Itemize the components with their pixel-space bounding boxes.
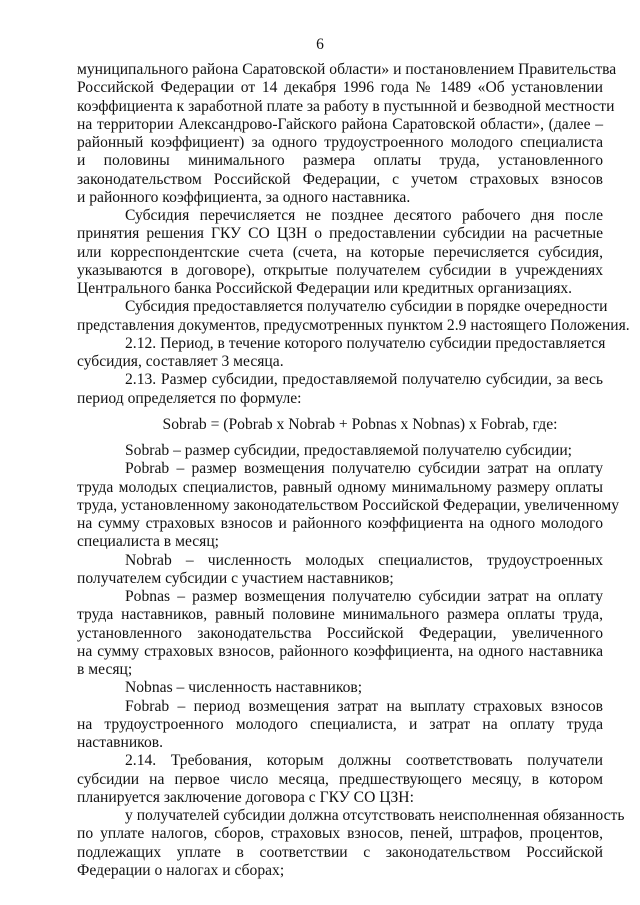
text-line: подлежащих уплате в соответствии с законодательством Российской [77,843,603,861]
text-line: установленного законодательства Российской Федерации, увеличенного [77,624,603,642]
paragraph [77,207,603,298]
text-line: представления документов, предусмотренных пунктом 2.9 настоящего Положения. [77,316,630,334]
paragraph [77,61,617,207]
text-line: субсидии на первое число месяца, предшествующего месяцу, в котором [77,770,603,788]
text-line: труда молодых специалистов, равный одному минимальному размеру оплаты [77,478,603,496]
text-line: период определяется по формуле: [77,389,302,407]
text-line: труда наставников, равный половине минимального размера оплаты труда, [77,606,603,624]
text-line: муниципального района Саратовской области» и постановлением Правительства [77,61,617,78]
paragraph [77,588,603,679]
paragraph [77,371,603,408]
text-line: Субсидия предоставляется получателю субсидии в порядке очередности [125,298,608,316]
text-line: 2.12. Период, в течение которого получателю субсидии предоставляется [125,334,606,352]
text-line: Российской Федерации от 14 декабря 1996 года № 1489 «Об установлении [77,79,603,97]
text-line: Pobrab – размер возмещения получателю субсидии затрат на оплату [125,460,603,478]
text-line: у получателей субсидии должна отсутствовать неисполненная обязанность [125,807,625,824]
paragraph [77,442,603,460]
paragraph [77,698,603,753]
text-line: субсидия, составляет 3 месяца. [77,353,284,370]
text-line: Субсидия перечисляется не позднее десятого рабочего дня после [125,207,603,224]
text-line: указываются в договоре), открытые получателем субсидии в учреждениях [77,261,603,279]
text-line: и половины минимального размера оплаты труда, установленного [77,152,603,170]
text-line: законодательством Российской Федерации, с учетом страховых взносов [77,170,603,188]
paragraph [77,552,603,589]
text-line: Центрального банка Российской Федерации или кредитных организациях. [77,280,573,297]
text-line: Pobnas – размер возмещения получателю субсидии затрат на оплату [125,588,603,605]
paragraph [77,679,603,697]
text-line: в месяц; [77,661,133,678]
text-line: по уплате налогов, сборов, страховых взносов, пеней, штрафов, процентов, [77,825,603,843]
text-line: Sobrab – размер субсидии, предоставляемой получателю субсидии; [125,442,573,459]
paragraph [77,298,630,335]
paragraph [77,334,606,372]
page-number: 6 [316,36,324,53]
text-line: планируется заключение договора с ГКУ СО ЦЗН: [77,788,414,806]
document-body [77,61,630,880]
subsidy-formula: Sobrab = (Pobrab x Nobrab + Pobnas x Nobnas) x Fobrab, где: [162,415,558,433]
text-line: на территории Александрово-Гайского района Саратовской области», (далее – [77,115,603,133]
text-line: Nobrab – численность молодых специалистов, трудоустроенных [125,551,603,569]
text-line: и районного коэффициента, за одного наставника. [77,188,411,206]
text-line: принятия решения ГКУ СО ЦЗН о предоставлении субсидии на расчетные [77,225,603,243]
text-line: Fobrab – период возмещения затрат на выплату страховых взносов [125,697,603,715]
paragraph [77,752,603,807]
text-line: Nobnas – численность наставников; [125,679,363,697]
text-line: специалиста в месяц; [77,533,220,551]
text-line: 2.13. Размер субсидии, предоставляемой получателю субсидии, за весь [125,371,603,389]
text-line: труда, установленному законодательством Российской Федерации, увеличенному [77,496,620,514]
text-line: коэффициента к заработной плате за работу в пустынной и безводной местности [77,97,615,115]
text-line: районный коэффициент) за одного трудоустроенного молодого специалиста [77,134,603,151]
paragraph [77,807,625,880]
text-line: на сумму страховых взносов и районного коэффициента на одного молодого [77,515,603,532]
paragraph [77,460,620,551]
text-line: Федерации о налогах и сборах; [77,861,285,879]
text-line: или корреспондентские счета (счета, на которые перечисляется субсидия, [77,243,603,261]
text-line: на трудоустроенного молодого специалиста, и затрат на оплату труда [77,715,603,733]
text-line: получателем субсидии с участием наставников; [77,569,394,587]
text-line: на сумму страховых взносов, районного коэффициента, на одного наставника [77,642,603,660]
text-line: 2.14. Требования, которым должны соответствовать получатели [125,752,603,770]
text-line: наставников. [77,734,164,751]
